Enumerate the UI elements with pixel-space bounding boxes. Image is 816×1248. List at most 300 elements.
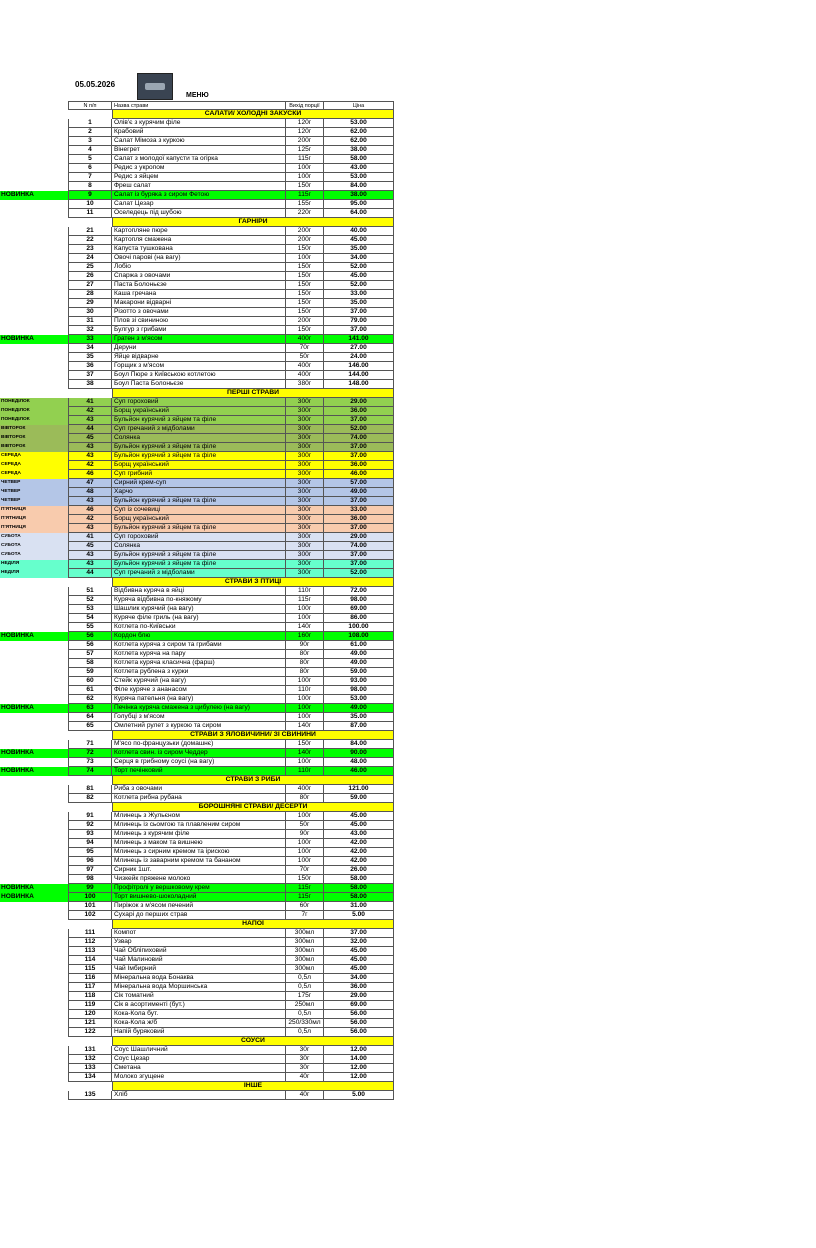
item-name: Капуста тушкована xyxy=(114,245,173,252)
weekday-label: СУБОТА xyxy=(0,551,68,560)
weekday-label: ПОНЕДІЛОК xyxy=(0,416,68,425)
table-row xyxy=(68,245,394,254)
table-row xyxy=(1,893,394,902)
item-number: 93 xyxy=(68,830,112,838)
item-number: 94 xyxy=(68,839,112,847)
item-price: 144.00 xyxy=(324,371,394,379)
item-name: Паста Болоньєзе xyxy=(114,281,167,288)
restaurant-logo xyxy=(137,73,173,100)
item-price: 61.00 xyxy=(324,641,394,649)
item-price: 58.00 xyxy=(324,893,394,901)
item-number: 42 xyxy=(68,515,112,523)
item-portion: 150г xyxy=(285,875,324,883)
item-number: 37 xyxy=(68,371,112,379)
item-price: 53.00 xyxy=(324,695,394,703)
item-number: 59 xyxy=(68,668,112,676)
item-number: 92 xyxy=(68,821,112,829)
item-name: Картопляне пюре xyxy=(114,227,168,234)
table-row xyxy=(1,407,394,416)
table-row xyxy=(68,137,394,146)
item-portion: 100г xyxy=(285,848,324,856)
item-number: 116 xyxy=(68,974,112,982)
item-name: Салат Цезар xyxy=(114,200,154,207)
table-row xyxy=(68,1073,394,1082)
item-name: Суп із сочевиці xyxy=(114,506,161,513)
item-portion: 150г xyxy=(285,326,324,334)
item-price: 36.00 xyxy=(324,515,394,523)
item-portion: 115г xyxy=(285,191,324,199)
item-name: Салат з молодої капусти та огірка xyxy=(114,155,218,162)
item-price: 100.00 xyxy=(324,623,394,631)
table-row xyxy=(68,1028,394,1037)
item-name: Котлета куряча з сиром та грибами xyxy=(114,641,222,648)
item-price: 74.00 xyxy=(324,434,394,442)
item-portion: 80г xyxy=(285,659,324,667)
item-name: Спаржа з овочами xyxy=(114,272,171,279)
menu-date: 05.05.2026 xyxy=(75,80,116,89)
new-badge: НОВИНКА xyxy=(0,191,68,200)
item-portion: 300мл xyxy=(285,929,324,937)
item-portion: 140г xyxy=(285,749,324,757)
item-portion: 115г xyxy=(285,884,324,892)
item-number: 47 xyxy=(68,479,112,487)
item-portion: 150г xyxy=(285,308,324,316)
table-row xyxy=(68,965,394,974)
table-row xyxy=(68,380,394,389)
table-row xyxy=(68,254,394,263)
weekday-label: НЕДІЛЯ xyxy=(0,569,68,578)
item-price: 93.00 xyxy=(324,677,394,685)
item-name: Мінеральна вода Моршинська xyxy=(114,983,208,990)
table-row xyxy=(68,929,394,938)
item-price: 37.00 xyxy=(324,560,394,568)
item-name: Млинець з сирним кремом та ірискою xyxy=(114,848,230,855)
weekday-label: СУБОТА xyxy=(0,542,68,551)
item-number: 45 xyxy=(68,542,112,550)
item-number: 2 xyxy=(68,128,112,136)
item-portion: 70г xyxy=(285,344,324,352)
item-price: 37.00 xyxy=(324,929,394,937)
item-number: 61 xyxy=(68,686,112,694)
item-name: Яйце відварне xyxy=(114,353,159,360)
item-portion: 300г xyxy=(285,515,324,523)
item-portion: 200г xyxy=(285,227,324,235)
item-portion: 200г xyxy=(285,137,324,145)
item-portion: 100г xyxy=(285,254,324,262)
item-portion: 150г xyxy=(285,290,324,298)
item-name: Куряче філе гриль (на вагу) xyxy=(114,614,199,621)
weekday-label: П'ЯТНИЦЯ xyxy=(0,506,68,515)
item-number: 56 xyxy=(68,632,112,640)
item-name: Салат із буряка з сиром Фетою xyxy=(114,191,210,198)
item-name: Торт печінковий xyxy=(114,767,163,774)
item-price: 33.00 xyxy=(324,506,394,514)
item-number: 132 xyxy=(68,1055,112,1063)
item-price: 46.00 xyxy=(324,767,394,775)
table-row xyxy=(68,812,394,821)
table-row xyxy=(68,911,394,920)
item-price: 37.00 xyxy=(324,416,394,424)
item-price: 32.00 xyxy=(324,938,394,946)
item-portion: 220г xyxy=(285,209,324,217)
item-price: 24.00 xyxy=(324,353,394,361)
table-row xyxy=(68,641,394,650)
item-number: 29 xyxy=(68,299,112,307)
item-name: Стейк курячий (на вагу) xyxy=(114,677,187,684)
item-portion: 60г xyxy=(285,902,324,910)
item-name: Кока-Кола ж/б xyxy=(114,1019,158,1026)
item-number: 34 xyxy=(68,344,112,352)
item-number: 117 xyxy=(68,983,112,991)
item-name: Пиріжок з м'ясом печений xyxy=(114,902,194,909)
item-price: 52.00 xyxy=(324,569,394,577)
table-row xyxy=(1,443,394,452)
table-row xyxy=(1,461,394,470)
item-price: 12.00 xyxy=(324,1046,394,1054)
item-portion: 90г xyxy=(285,830,324,838)
item-portion: 100г xyxy=(285,173,324,181)
item-number: 134 xyxy=(68,1073,112,1081)
item-name: Чизкейк пряжене молоко xyxy=(114,875,191,882)
table-row xyxy=(68,938,394,947)
item-portion: 400г xyxy=(285,371,324,379)
item-number: 64 xyxy=(68,713,112,721)
table-row xyxy=(68,866,394,875)
table-row xyxy=(68,353,394,362)
table-row xyxy=(68,146,394,155)
table-row xyxy=(68,164,394,173)
item-portion: 400г xyxy=(285,335,324,343)
item-number: 113 xyxy=(68,947,112,955)
item-name: Сік в асортименті (бут.) xyxy=(114,1001,185,1008)
item-name: Котлета куряча на пару xyxy=(114,650,186,657)
new-badge: НОВИНКА xyxy=(0,767,68,776)
item-name: Котлета куряча класична (фарш) xyxy=(114,659,215,666)
item-price: 42.00 xyxy=(324,848,394,856)
item-name: Боул Паста Болоньєзе xyxy=(114,380,184,387)
item-portion: 100г xyxy=(285,713,324,721)
item-name: Бульйон курячий з яйцем та філе xyxy=(114,416,217,423)
item-name: Чай Обліпиховий xyxy=(114,947,167,954)
item-portion: 200г xyxy=(285,236,324,244)
menu-sections xyxy=(1,110,394,1100)
item-name: Овочі парові (на вагу) xyxy=(114,254,181,261)
item-number: 43 xyxy=(68,497,112,505)
item-portion: 30г xyxy=(285,1064,324,1072)
item-name: Чай Імбирний xyxy=(114,965,157,972)
table-row xyxy=(68,857,394,866)
section-header: ПЕРШІ СТРАВИ xyxy=(112,389,394,398)
item-portion: 140г xyxy=(285,623,324,631)
item-number: 30 xyxy=(68,308,112,316)
item-portion: 7г xyxy=(285,911,324,919)
item-number: 25 xyxy=(68,263,112,271)
table-row xyxy=(68,992,394,1001)
new-badge: НОВИНКА xyxy=(0,749,68,758)
table-row xyxy=(68,155,394,164)
item-portion: 300г xyxy=(285,560,324,568)
item-portion: 30г xyxy=(285,1046,324,1054)
item-portion: 125г xyxy=(285,146,324,154)
item-name: Олів'є з курячим філе xyxy=(114,119,181,126)
table-row xyxy=(1,542,394,551)
item-price: 98.00 xyxy=(324,686,394,694)
item-portion: 0,5л xyxy=(285,974,324,982)
item-name: Куряча відбивна по-княжому xyxy=(114,596,202,603)
item-portion: 150г xyxy=(285,182,324,190)
table-row xyxy=(68,173,394,182)
table-row xyxy=(68,650,394,659)
item-price: 34.00 xyxy=(324,254,394,262)
table-row xyxy=(68,326,394,335)
table-row xyxy=(1,506,394,515)
table-row xyxy=(1,497,394,506)
item-name: Суп грибний xyxy=(114,470,153,477)
table-row xyxy=(68,614,394,623)
item-name: Редис з яйцем xyxy=(114,173,159,180)
table-row xyxy=(1,416,394,425)
item-number: 33 xyxy=(68,335,112,343)
item-number: 131 xyxy=(68,1046,112,1054)
item-portion: 80г xyxy=(285,668,324,676)
item-price: 69.00 xyxy=(324,1001,394,1009)
item-price: 84.00 xyxy=(324,182,394,190)
item-price: 69.00 xyxy=(324,605,394,613)
item-price: 14.00 xyxy=(324,1055,394,1063)
item-number: 31 xyxy=(68,317,112,325)
item-portion: 250мл xyxy=(285,1001,324,1009)
table-row xyxy=(68,821,394,830)
item-portion: 150г xyxy=(285,740,324,748)
item-name: Фреш салат xyxy=(114,182,151,189)
item-price: 59.00 xyxy=(324,668,394,676)
item-name: Котлета по-Київськи xyxy=(114,623,176,630)
item-portion: 300г xyxy=(285,452,324,460)
item-portion: 0,5л xyxy=(285,983,324,991)
weekday-label: П'ЯТНИЦЯ xyxy=(0,515,68,524)
table-row xyxy=(68,830,394,839)
item-price: 46.00 xyxy=(324,470,394,478)
item-name: Бульйон курячий з яйцем та філе xyxy=(114,551,217,558)
item-name: Салат Мімоза з куркою xyxy=(114,137,185,144)
item-price: 45.00 xyxy=(324,272,394,280)
item-price: 37.00 xyxy=(324,326,394,334)
item-number: 42 xyxy=(68,407,112,415)
item-portion: 100г xyxy=(285,695,324,703)
table-row xyxy=(68,785,394,794)
item-price: 52.00 xyxy=(324,263,394,271)
section-header: ІНШЕ xyxy=(112,1082,394,1091)
item-number: 82 xyxy=(68,794,112,802)
item-price: 45.00 xyxy=(324,965,394,973)
item-name: Млинець з Жульєном xyxy=(114,812,180,819)
table-row xyxy=(68,974,394,983)
item-number: 5 xyxy=(68,155,112,163)
item-price: 35.00 xyxy=(324,713,394,721)
menu-table xyxy=(1,101,394,1100)
item-price: 36.00 xyxy=(324,461,394,469)
item-name: Боул Пюре з Київською котлетою xyxy=(114,371,216,378)
table-row xyxy=(68,722,394,731)
item-name: М'ясо по-французьки (домашнє) xyxy=(114,740,214,747)
table-row xyxy=(1,569,394,578)
section-header: САЛАТИ/ ХОЛОДНІ ЗАКУСКИ xyxy=(112,110,394,119)
item-number: 95 xyxy=(68,848,112,856)
item-number: 4 xyxy=(68,146,112,154)
new-badge: НОВИНКА xyxy=(0,335,68,344)
item-price: 72.00 xyxy=(324,587,394,595)
item-portion: 175г xyxy=(285,992,324,1000)
item-number: 71 xyxy=(68,740,112,748)
menu-title: МЕНЮ xyxy=(186,92,209,99)
item-number: 27 xyxy=(68,281,112,289)
item-portion: 300г xyxy=(285,524,324,532)
item-name: Шашлик курячий (на вагу) xyxy=(114,605,194,612)
table-row xyxy=(68,362,394,371)
item-price: 52.00 xyxy=(324,281,394,289)
table-row xyxy=(68,209,394,218)
item-name: Солянка xyxy=(114,542,141,549)
weekday-label: ПОНЕДІЛОК xyxy=(0,398,68,407)
table-row xyxy=(1,470,394,479)
item-number: 52 xyxy=(68,596,112,604)
item-number: 81 xyxy=(68,785,112,793)
item-portion: 110г xyxy=(285,587,324,595)
item-name: Булгур з грибами xyxy=(114,326,167,333)
item-name: Відбивна куряча в яйці xyxy=(114,587,184,594)
item-number: 22 xyxy=(68,236,112,244)
item-number: 63 xyxy=(68,704,112,712)
item-number: 23 xyxy=(68,245,112,253)
item-portion: 300г xyxy=(285,551,324,559)
item-number: 1 xyxy=(68,119,112,127)
item-price: 31.00 xyxy=(324,902,394,910)
item-portion: 300г xyxy=(285,470,324,478)
item-number: 101 xyxy=(68,902,112,910)
item-number: 65 xyxy=(68,722,112,730)
item-name: Бульйон курячий з яйцем та філе xyxy=(114,452,217,459)
item-portion: 300мл xyxy=(285,938,324,946)
item-price: 42.00 xyxy=(324,857,394,865)
item-portion: 150г xyxy=(285,299,324,307)
item-number: 7 xyxy=(68,173,112,181)
table-row xyxy=(68,128,394,137)
table-row xyxy=(68,1019,394,1028)
item-portion: 300г xyxy=(285,488,324,496)
item-price: 26.00 xyxy=(324,866,394,874)
item-name: Бульйон курячий з яйцем та філе xyxy=(114,560,217,567)
table-row xyxy=(1,479,394,488)
header-num: N п/п xyxy=(68,102,112,109)
table-row xyxy=(68,875,394,884)
item-portion: 100г xyxy=(285,164,324,172)
item-number: 133 xyxy=(68,1064,112,1072)
item-number: 38 xyxy=(68,380,112,388)
item-number: 10 xyxy=(68,200,112,208)
table-row xyxy=(68,272,394,281)
table-row xyxy=(68,839,394,848)
item-number: 98 xyxy=(68,875,112,883)
item-portion: 300г xyxy=(285,569,324,577)
item-portion: 30г xyxy=(285,1055,324,1063)
table-row xyxy=(1,533,394,542)
item-price: 38.00 xyxy=(324,146,394,154)
item-price: 34.00 xyxy=(324,974,394,982)
item-name: Борщ український xyxy=(114,461,169,468)
item-price: 29.00 xyxy=(324,992,394,1000)
item-number: 44 xyxy=(68,569,112,577)
weekday-label: СЕРЕДА xyxy=(0,470,68,479)
table-row xyxy=(68,677,394,686)
item-name: Вінегрет xyxy=(114,146,140,153)
item-name: Кока-Кола бут. xyxy=(114,1010,159,1017)
table-row xyxy=(68,848,394,857)
item-price: 45.00 xyxy=(324,956,394,964)
item-portion: 150г xyxy=(285,263,324,271)
item-number: 51 xyxy=(68,587,112,595)
item-name: Молоко згущене xyxy=(114,1073,165,1080)
weekday-label: П'ЯТНИЦЯ xyxy=(0,524,68,533)
table-row xyxy=(1,632,394,641)
logo-mark xyxy=(145,83,165,90)
item-price: 58.00 xyxy=(324,155,394,163)
table-row xyxy=(1,515,394,524)
table-row xyxy=(68,686,394,695)
weekday-label: ВІВТОРОК xyxy=(0,443,68,452)
item-price: 84.00 xyxy=(324,740,394,748)
item-portion: 300г xyxy=(285,542,324,550)
table-row xyxy=(68,623,394,632)
item-number: 43 xyxy=(68,551,112,559)
item-price: 12.00 xyxy=(324,1073,394,1081)
item-name: Голубці з м'ясом xyxy=(114,713,165,720)
item-price: 49.00 xyxy=(324,659,394,667)
section-header: СТРАВИ З ПТИЦІ xyxy=(112,578,394,587)
item-portion: 140г xyxy=(285,722,324,730)
item-price: 121.00 xyxy=(324,785,394,793)
item-name: Оселедець під шубою xyxy=(114,209,182,216)
item-name: Млинець з курячим філе xyxy=(114,830,190,837)
item-portion: 150г xyxy=(285,281,324,289)
item-price: 45.00 xyxy=(324,947,394,955)
table-row xyxy=(68,902,394,911)
weekday-label: ВІВТОРОК xyxy=(0,434,68,443)
item-name: Суп гречаний з мідболами xyxy=(114,425,195,432)
new-badge: НОВИНКА xyxy=(0,893,68,902)
item-number: 58 xyxy=(68,659,112,667)
item-portion: 100г xyxy=(285,677,324,685)
item-name: Сухарі до перших страв xyxy=(114,911,188,918)
item-name: Деруни xyxy=(114,344,137,351)
item-portion: 300г xyxy=(285,533,324,541)
item-price: 45.00 xyxy=(324,821,394,829)
item-name: Харчо xyxy=(114,488,133,495)
item-portion: 150г xyxy=(285,272,324,280)
table-row xyxy=(68,119,394,128)
item-number: 9 xyxy=(68,191,112,199)
item-price: 37.00 xyxy=(324,452,394,460)
item-price: 90.00 xyxy=(324,749,394,757)
item-number: 72 xyxy=(68,749,112,757)
weekday-label: ВІВТОРОК xyxy=(0,425,68,434)
item-price: 53.00 xyxy=(324,173,394,181)
item-name: Серця в грибному соусі (на вагу) xyxy=(114,758,215,765)
item-name: Чай Малиновий xyxy=(114,956,163,963)
item-name: Сирний крем-суп xyxy=(114,479,167,486)
item-portion: 100г xyxy=(285,812,324,820)
section-header: СОУСИ xyxy=(112,1037,394,1046)
item-name: Різотто з овочами xyxy=(114,308,169,315)
